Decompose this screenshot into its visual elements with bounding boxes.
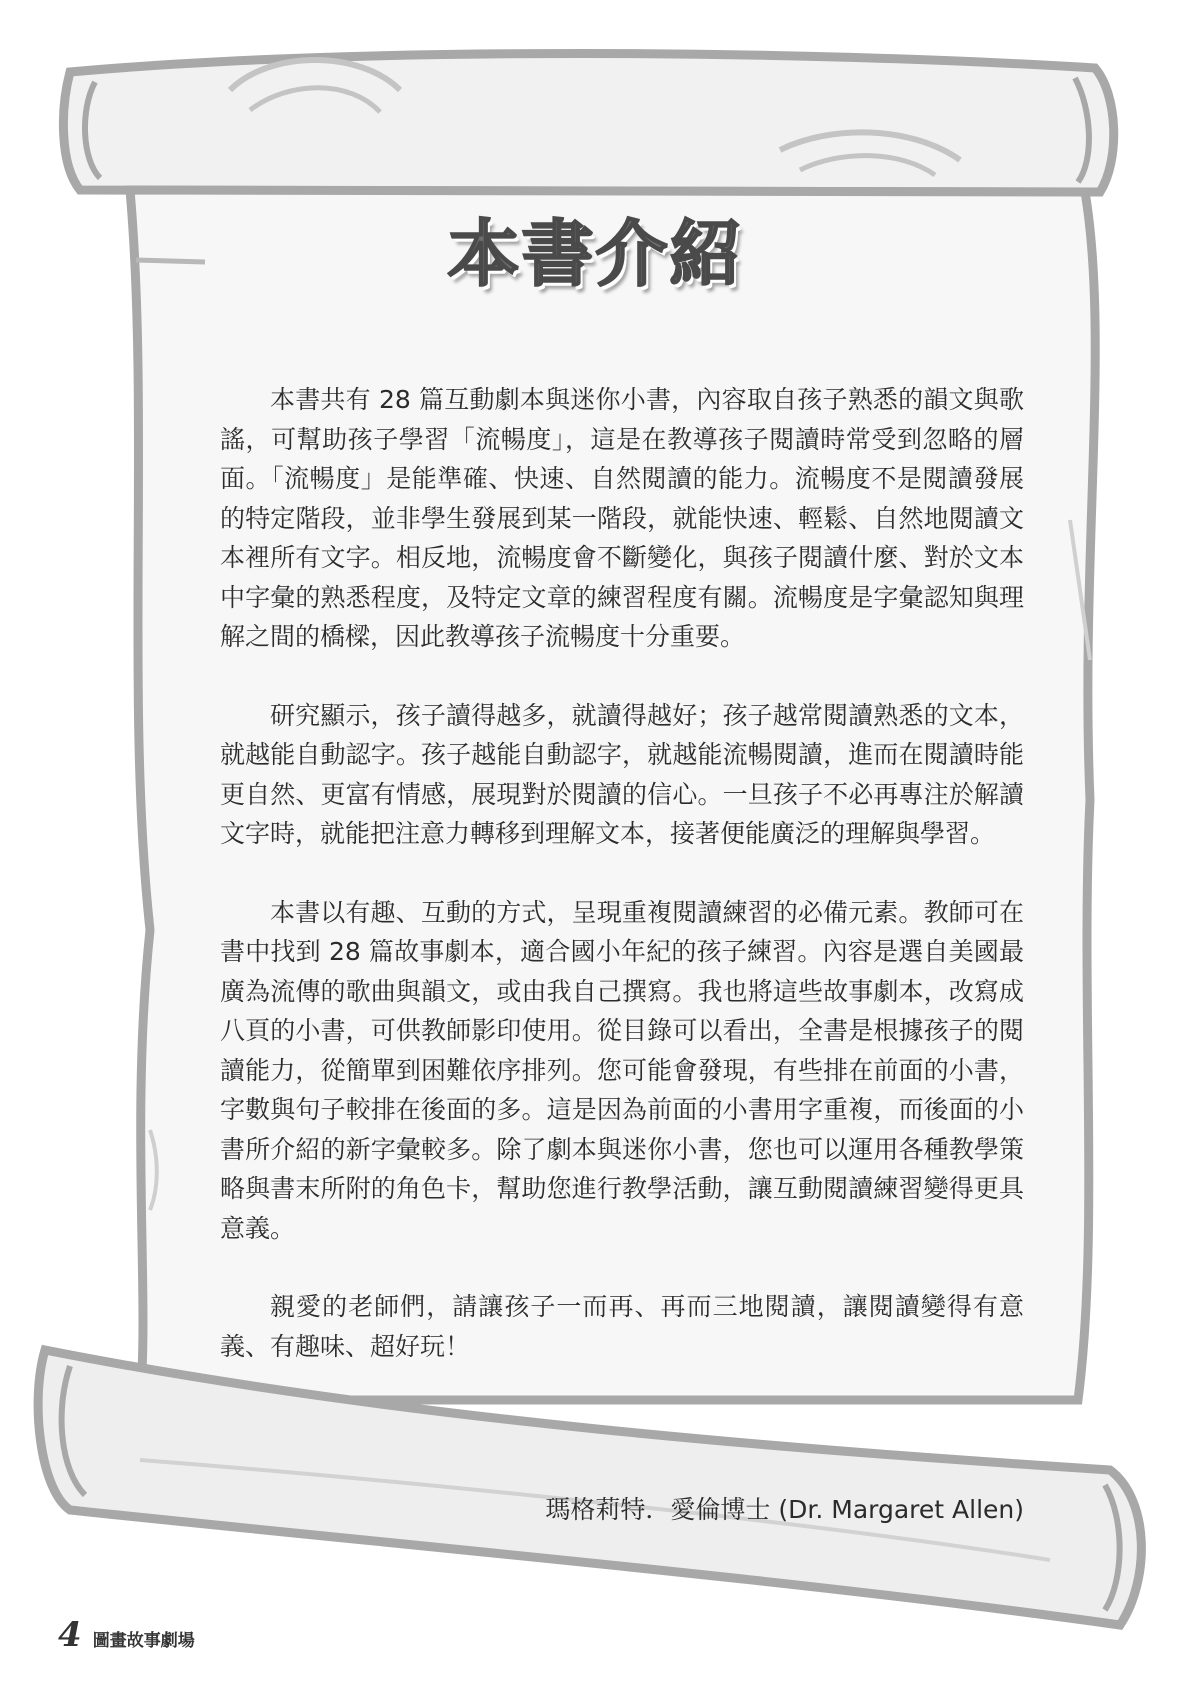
scroll-top-roll bbox=[63, 54, 1113, 193]
page-footer bbox=[58, 1615, 195, 1655]
paragraph: 本書共有 28 篇互動劇本與迷你小書，內容取自孩子熟悉的韻文與歌謠，可幫助孩子學習「流暢度」，這是在教導孩子閱讀時常受到忽略的層面。「流暢度」是能準確、快速、自然閱讀的能力。流暢度不是閱讀發展的特定階段，並非學生發展到某一階段，就能快速、輕鬆、自然地閱讀文本裡所有文字。相反地，流暢度會不斷變化，與孩子閱讀什麼、對於文本中字彙的熟悉程度，及特定文章的練習程度有關。流暢度是字彙認知與理解之間的橋樑，因此教導孩子流暢度十分重要。 bbox=[220, 385, 1024, 651]
page-number: 4 bbox=[58, 1615, 82, 1655]
paragraph: 研究顯示，孩子讀得越多，就讀得越好；孩子越常閱讀熟悉的文本，就越能自動認字。孩子越能自動認字，就越能流暢閱讀，進而在閱讀時能更自然、更富有情感，展現對於閱讀的信心。一旦孩子不必再專注於解讀文字時，就能把注意力轉移到理解文本，接著便能廣泛的理解與學習。 bbox=[220, 700, 1024, 848]
author-signature: 瑪格莉特．愛倫博士 (Dr. Margaret Allen) bbox=[545, 1495, 1024, 1524]
page-title: 本書介紹 bbox=[447, 212, 744, 296]
book-title: 圖畫故事劇場 bbox=[92, 1631, 195, 1651]
intro-body bbox=[220, 380, 1024, 1405]
paragraph: 親愛的老師們，請讓孩子一而再、再而三地閱讀，讓閱讀變得有意義、有趣味、超好玩！ bbox=[220, 1292, 1024, 1361]
paragraph: 本書以有趣、互動的方式，呈現重複閱讀練習的必備元素。教師可在書中找到 28 篇故事劇本，適合國小年紀的孩子練習。內容是選自美國最廣為流傳的歌曲與韻文，或由我自己撰寫。我也將這些故事劇本，改寫成八頁的小書，可供教師影印使用。從目錄可以看出，全書是根據孩子的閱讀能力，從簡單到困難依序排列。您可能會發現，有些排在前面的小書，字數與句子較排在後面的多。這是因為前面的小書用字重複，而後面的小書所介紹的新字彙較多。除了劇本與迷你小書，您也可以運用各種教學策略與書末所附的角色卡，幫助您進行教學活動，讓互動閱讀練習變得更具意義。 bbox=[220, 897, 1024, 1243]
